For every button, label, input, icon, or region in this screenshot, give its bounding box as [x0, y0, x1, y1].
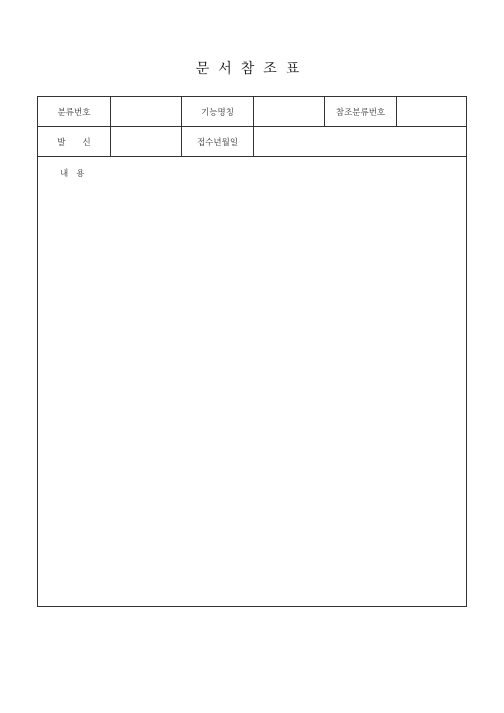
content-label: 내용 [60, 169, 93, 179]
form-row-classification [38, 97, 466, 127]
classification-number-label: 분류번호 [57, 107, 91, 118]
reference-classification-number-field[interactable] [396, 97, 466, 126]
reference-form [37, 96, 467, 607]
function-name-label: 기능명칭 [181, 97, 253, 126]
reference-classification-number-label: 참조분류번호 [324, 97, 396, 126]
form-row-sender [38, 127, 466, 157]
receipt-date-field[interactable] [253, 127, 466, 156]
receipt-date-label: 접수년월일 [181, 127, 253, 156]
classification-number-field[interactable] [110, 97, 181, 126]
document-title: 문서참조표 [195, 61, 309, 77]
function-name-field[interactable] [253, 97, 324, 126]
sender-label: 발 신 [57, 137, 91, 148]
content-area[interactable] [38, 181, 466, 606]
sender-field[interactable] [110, 127, 181, 156]
